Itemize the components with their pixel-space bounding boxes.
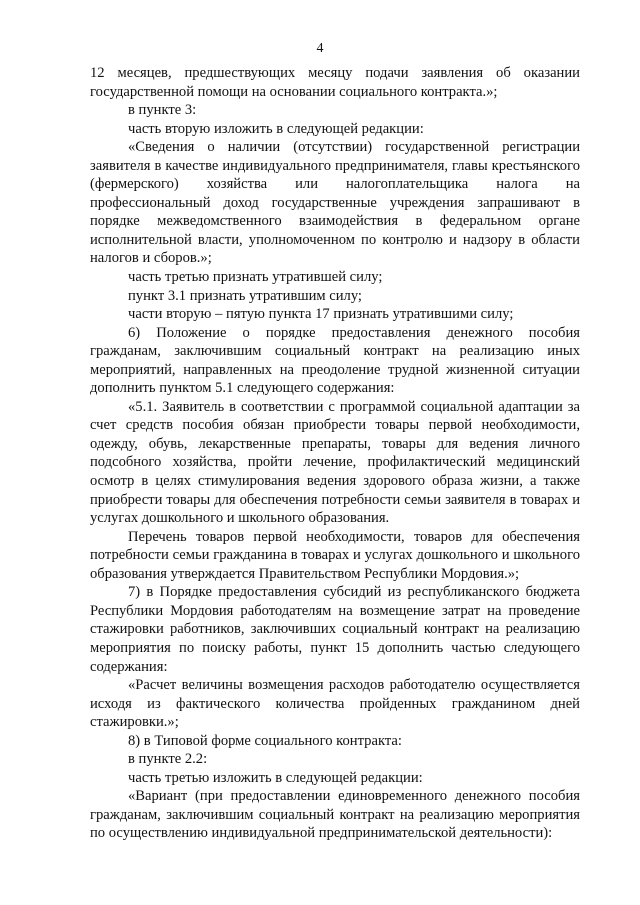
paragraph: 12 месяцев, предшествующих месяцу подачи заявления об оказании государственной помощи на основании социального контракта.»; xyxy=(90,65,580,100)
paragraph: 7) в Порядке предоставления субсидий из республиканского бюджета Республики Мордовия работодателям на возмещение затрат на проведение стажировки работников, заключивших социальный контракт на реализацию мероприятия по поиску работы, пункт 15 дополнить частью следующего содержания: xyxy=(90,584,580,675)
paragraph: часть третью признать утратившей силу; xyxy=(128,269,383,286)
paragraph: 6) Положение о порядке предоставления денежного пособия гражданам, заключившим социальный контракт на реализацию иных мероприятий, направленных на преодоление трудной жизненной ситуации дополнить пунктом 5.1 следующего содержания: xyxy=(90,324,580,397)
paragraph: часть третью изложить в следующей редакции: xyxy=(128,769,423,786)
paragraph: в пункте 3: xyxy=(128,102,197,119)
paragraph: части вторую – пятую пункта 17 признать утратившими силу; xyxy=(128,306,514,323)
paragraph: «Вариант (при предоставлении единовременного денежного пособия гражданам, заключившим социальный контракт на реализацию мероприятия по осуществлению индивидуальной предпринимательской деятельности): xyxy=(90,788,580,842)
paragraph: пункт 3.1 признать утратившим силу; xyxy=(128,287,362,304)
paragraph: «Расчет величины возмещения расходов работодателю осуществляется исходя из фактического количества пройденных гражданином дней стажировки.»; xyxy=(90,677,580,731)
page-number: 4 xyxy=(316,41,324,56)
document-body xyxy=(90,64,580,843)
paragraph: Перечень товаров первой необходимости, товаров для обеспечения потребности семьи гражданина в товарах и услугах дошкольного и школьного образования утверждается Правительством Республики Мордовия.»; xyxy=(90,528,580,582)
paragraph: 8) в Типовой форме социального контракта: xyxy=(128,732,402,749)
paragraph: в пункте 2.2: xyxy=(128,751,208,768)
paragraph: часть вторую изложить в следующей редакции: xyxy=(128,120,424,137)
paragraph: «5.1. Заявитель в соответствии с программой социальной адаптации за счет средств пособия обязан приобрести товары первой необходимости, одежду, обувь, лекарственные препараты, товары для ведения личного подсобного хозяйства, пройти лечение, профилактический медицинский осмотр в целях стимулирования ведения здорового образа жизни, а также приобрести товары для обеспечения потребности семьи заявителя в товарах и услугах дошкольного и школьного образования. xyxy=(90,398,580,527)
paragraph: «Сведения о наличии (отсутствии) государственной регистрации заявителя в качестве индивидуального предпринимателя, главы крестьянского (фермерского) хозяйства или налогоплательщика налога на профессиональный доход государственные учреждения запрашивают в порядке межведомственного взаимодействия в федеральном органе исполнительной власти, уполномоченном по контролю и надзору в области налогов и сборов.»; xyxy=(90,139,580,267)
